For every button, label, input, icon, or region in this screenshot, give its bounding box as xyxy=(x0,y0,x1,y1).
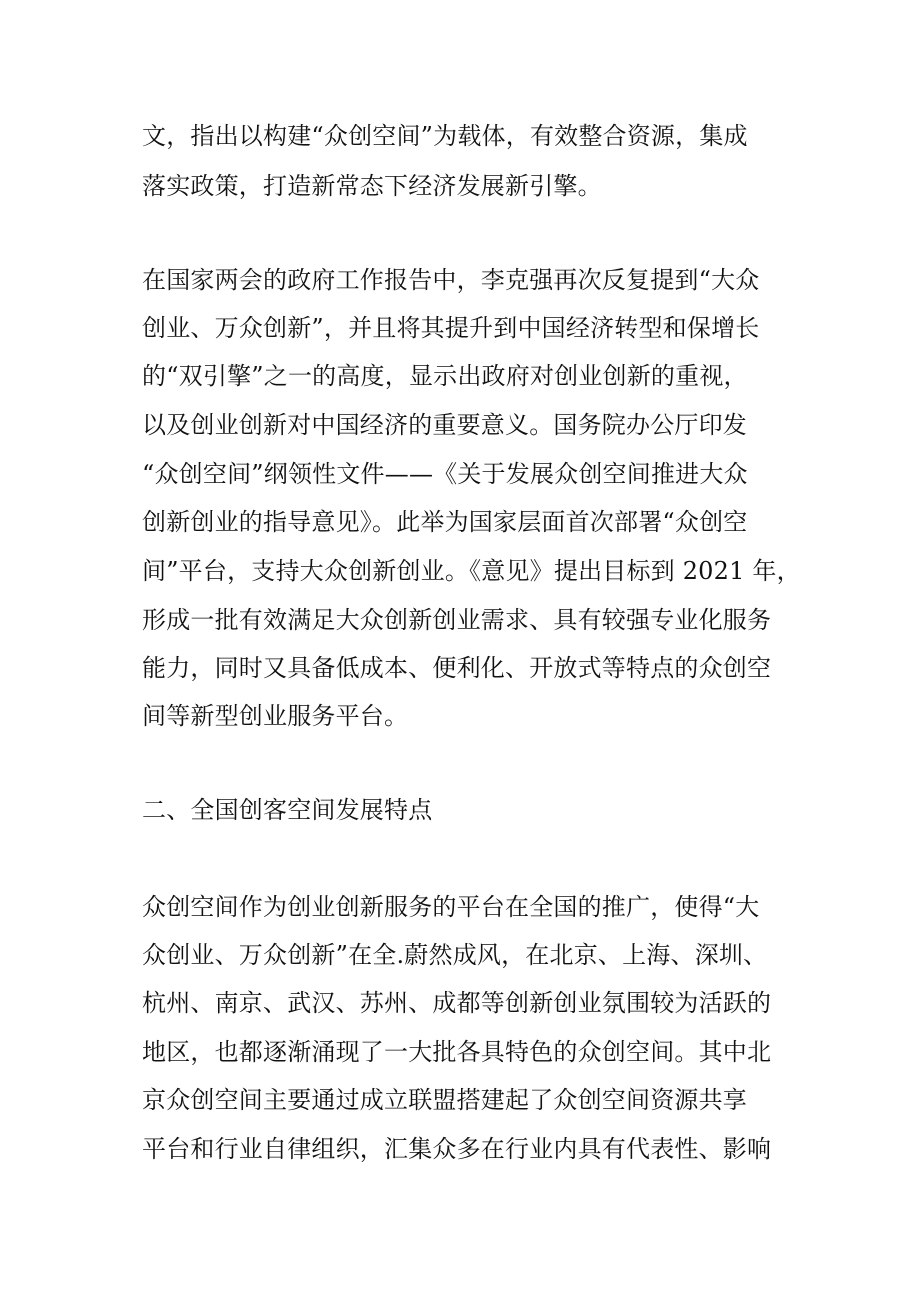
paragraph-3-line-6: 平台和行业自律组织，汇集众多在行业内具有代表性、影响 xyxy=(142,1135,772,1163)
paragraph-2-line-3: 的“双引擎”之一的高度，显示出政府对创业创新的重视， xyxy=(142,362,748,390)
paragraph-3-line-5: 京众创空间主要通过成立联盟搭建起了众创空间资源共享 xyxy=(142,1086,747,1114)
paragraph-3-line-2: 众创业、万众创新”在全.蔚然成风，在北京、上海、深圳、 xyxy=(142,941,768,969)
paragraph-2-line-9: 能力，同时又具备低成本、便利化、开放式等特点的众创空 xyxy=(142,654,772,682)
section-heading: 二、全国创客空间发展特点 xyxy=(142,796,433,824)
paragraph-2-line-8: 形成一批有效满足大众创新创业需求、具有较强专业化服务 xyxy=(142,606,772,634)
paragraph-2-line-6: 创新创业的指导意见》。此举为国家层面首次部署“众创空 xyxy=(142,508,748,536)
paragraph-3-line-3: 杭州、南京、武汉、苏州、成都等创新创业氛围较为活跃的 xyxy=(142,989,772,1017)
paragraph-2-line-1: 在国家两会的政府工作报告中，李克强再次反复提到“大众 xyxy=(142,266,760,294)
paragraph-2-line-5: “众创空间”纲领性文件——《关于发展众创空间推进大众 xyxy=(142,460,748,488)
paragraph-2-line-7: 间”平台，支持大众创新创业。《意见》提出目标到 2021 年， xyxy=(142,557,801,585)
paragraph-2-line-4: 以及创业创新对中国经济的重要意义。国务院办公厅印发 xyxy=(142,411,747,439)
paragraph-2-line-10: 间等新型创业服务平台。 xyxy=(142,702,409,730)
paragraph-3-line-4: 地区，也都逐渐涌现了一大批各具特色的众创空间。其中北 xyxy=(142,1038,772,1066)
paragraph-1-line-2: 落实政策，打造新常态下经济发展新引擎。 xyxy=(142,172,602,200)
paragraph-3-line-1: 众创空间作为创业创新服务的平台在全国的推广，使得“大 xyxy=(142,893,760,921)
paragraph-2-line-2: 创业、万众创新”，并且将其提升到中国经济转型和保增长 xyxy=(142,314,760,342)
paragraph-1-line-1: 文，指出以构建“众创空间”为载体，有效整合资源，集成 xyxy=(142,122,748,150)
